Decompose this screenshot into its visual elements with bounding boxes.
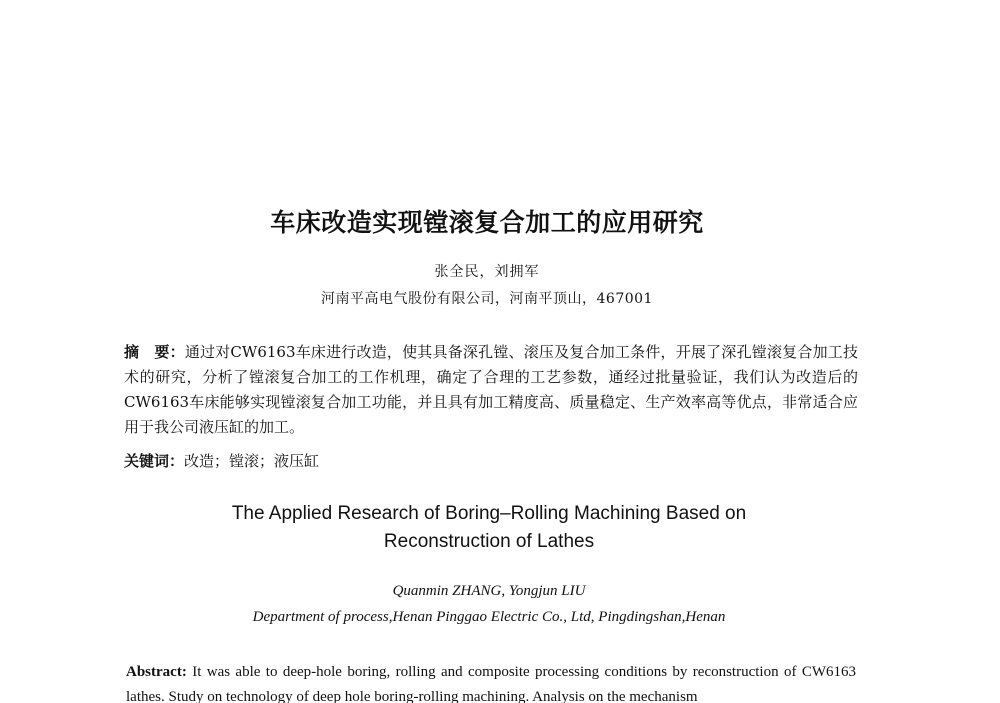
english-abstract	[126, 660, 856, 703]
chinese-abstract-text: 通过对CW6163车床进行改造，使其具备深孔镗、滚压及复合加工条件，开展了深孔镗滚复合加工技术的研究，分析了镗滚复合加工的工作机理，确定了合理的工艺参数，通经过批量验证，我们认为改造后的CW6163车床能够实现镗滚复合加工功能，并且具有加工精度高、质量稳定、生产效率高等优点，非常适合应用于我公司液压缸的加工。	[124, 343, 858, 436]
english-title-line-1: The Applied Research of Boring–Rolling Machining Based on	[231, 503, 747, 524]
chinese-title: 车床改造实现镗滚复合加工的应用研究	[270, 208, 704, 237]
english-title-line-2: Reconstruction of Lathes	[383, 531, 595, 552]
english-authors: Quanmin ZHANG, Yongjun LIU	[392, 583, 586, 599]
chinese-abstract	[124, 340, 858, 440]
english-abstract-text: It was able to deep-hole boring, rolling and composite processing conditions by reconstruction of CW6163 lathes. Study on technology of deep hole boring-rolling machining. Analysis on the mechanism	[126, 664, 856, 703]
chinese-affiliation: 河南平高电气股份有限公司，河南平顶山，467001	[321, 291, 653, 307]
chinese-keywords	[124, 450, 858, 471]
english-abstract-label: Abstract:	[126, 664, 187, 680]
english-title	[0, 500, 978, 556]
english-affiliation: Department of process,Henan Pinggao Electric Co., Ltd, Pingdingshan,Henan	[252, 609, 726, 625]
chinese-authors: 张全民，刘拥军	[434, 264, 540, 280]
chinese-abstract-label: 摘 要：	[124, 343, 185, 361]
chinese-keywords-label: 关键词：	[124, 452, 185, 470]
chinese-keywords-text: 改造；镗滚；液压缸	[184, 452, 320, 470]
